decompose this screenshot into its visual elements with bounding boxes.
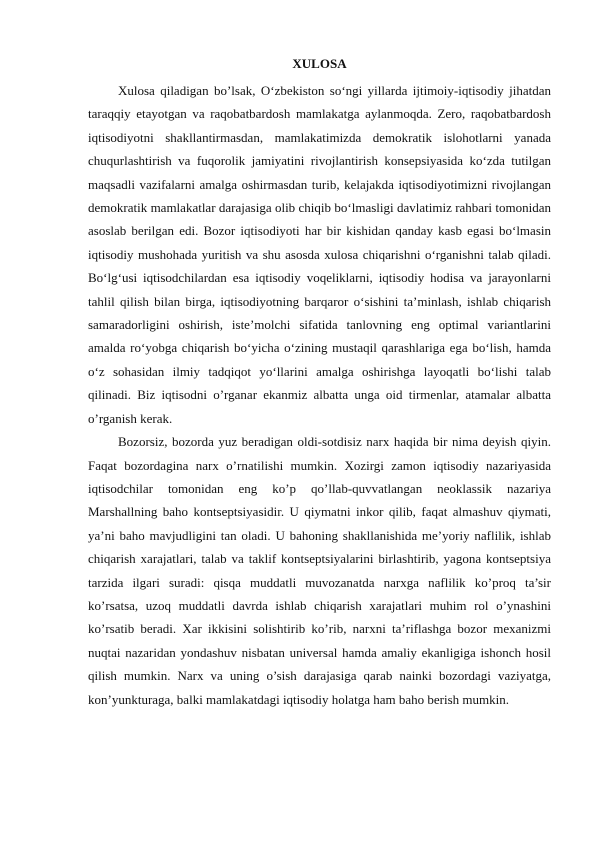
document-page	[88, 56, 551, 711]
paragraph-1: Xulosa qiladigan bo’lsak, O‘zbekiston so‘ngi yillarda ijtimoiy-iqtisodiy jihatdan taraqqiy etayotgan va raqobatbardosh mamlakatga aylanmoqda. Zero, raqobatbardosh iqtisodiyotni shakllantirmasdan, mamlakatimizda demokratik islohotlarni yanada chuqurlashtirish va fuqorolik jamiyatini rivojlantirish konsepsiyasida ko‘zda tutilgan maqsadli vazifalarni amalga oshirmasdan turib, kelajakda iqtisodiyotimizni rivojlangan demokratik mamlakatlar darajasiga olib chiqib bo‘lmasligi davlatimiz rahbari tomonidan asoslab berilgan edi. Bozor iqtisodiyoti har bir kishidan qanday kasb egasi bo‘lmasin iqtisodiy mushohada yuritish va shu asosda xulosa chiqarishni o‘rganishni talab qiladi. Bo‘lg‘usi iqtisodchilardan esa iqtisodiy voqeliklarni, iqtisodiy hodisa va jarayonlarni tahlil qilish bilan birga, iqtisodiyotning barqaror o‘sishini ta’minlash, ishlab chiqarish samaradorligini oshirish, iste’molchi sifatida tanlovning eng optimal variantlarini amalda ro‘yobga chiqarish bo‘yicha o‘zining mustaqil qarashlariga ega bo‘lish, hamda o‘z sohasidan ilmiy tadqiqot yo‘llarini amalga oshirishga layoqatli bo‘lishi talab qilinadi. Biz iqtisodni o’rganar ekanmiz albatta unga oid tirmenlar, atamalar albatta o’rganish kerak.	[88, 83, 551, 426]
document-title: XULOSA	[292, 56, 347, 71]
paragraph-2: Bozorsiz, bozorda yuz beradigan oldi-sotdisiz narx haqida bir nima deyish qiyin. Faqat bozordagina narx o’rnatilishi mumkin. Xozirgi zamon iqtisodiy nazariyasida iqtisodchilar tomonidan eng ko’p qo’llab-quvvatlangan neoklassik nazariya Marshallning baho kontseptsiyasidir. U qiymatni inkor qilib, faqat almashuv qiymati, ya’ni baho mavjudligini tan oladi. U bahoning shakllanishida me’yoriy naflilik, ishlab chiqarish xarajatlari, talab va taklif kontseptsiyalarini birlashtirib, yagona kontseptsiya tarzida ilgari suradi: qisqa muddatli muvozanatda narxga naflilik ko’proq ta’sir ko’rsatsa, uzoq muddatli davrda ishlab chiqarish xarajatlari muhim rol o’ynashini ko’rsatib beradi. Xar ikkisini solishtirib ko’rib, narxni ta’riflashga bozor mexanizmi nuqtai nazaridan yondashuv nisbatan universal hamda amaliy ekanligiga ishonch hosil qilish mumkin. Narx va uning o’sish darajasiga qarab nainki bozordagi vaziyatga, kon’yunkturaga, balki mamlakatdagi iqtisodiy holatga ham baho berish mumkin.	[88, 434, 551, 707]
